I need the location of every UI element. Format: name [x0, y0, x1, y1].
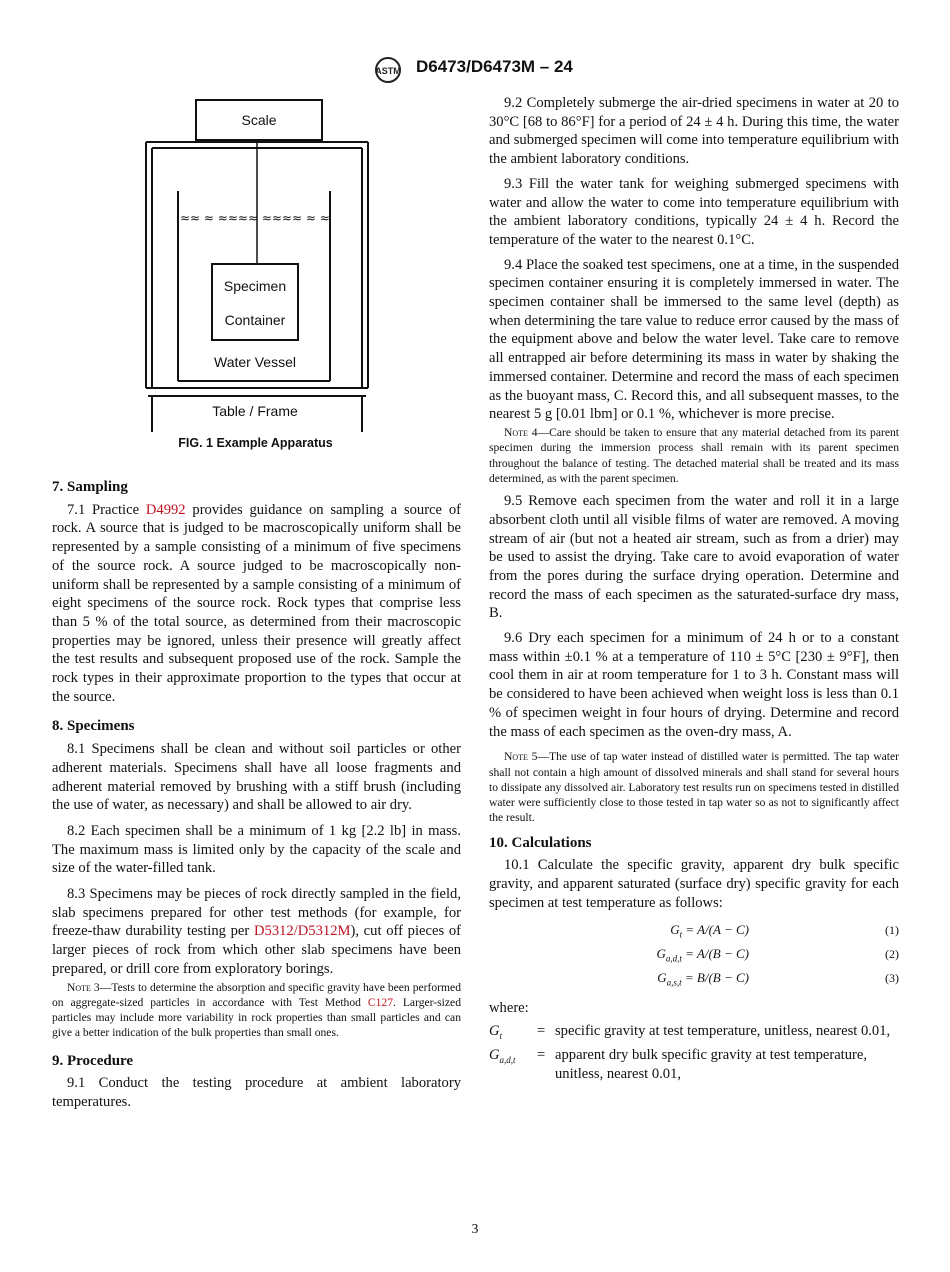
- section-7-title: 7. Sampling: [52, 479, 128, 495]
- definition-gadt: $G_{a,d,t}$ = apparent dry bulk specific gravity at test temperature, unitless, nearest 0.01,: [489, 1046, 868, 1082]
- label-scale: Scale: [241, 112, 277, 128]
- equation-3: $G_{a,s,t} = B/(B - C)$ (3): [657, 969, 899, 988]
- paragraph-9-4: 9.4 Place the soaked test specimens, one at a time, in the suspended specimen container ensuring it is completely immersed in water. The specimen container shall be immersed to the same level (depth) as when determining the tare value to reduce error caused by the mass of the equipment above and below the water level. Take care to remove all entrapped air before determining its mass in water by shaking the immersed container. Determine and record the mass of each specimen as the buoyant mass, C. Record this, and all subsequent masses, to the nearest 5 g [0.01 lbm] or 0.1 %, whichever is more precise.: [489, 256, 899, 423]
- right-column: [489, 94, 899, 1083]
- paragraph-10-1: 10.1 Calculate the specific gravity, apparent dry bulk specific gravity, and apparent saturated (surface dry) specific gravity for each specimen at test temperature as follows:: [489, 857, 899, 911]
- label-water-vessel: Water Vessel: [214, 354, 296, 370]
- section-10-title: 10. Calculations: [489, 834, 592, 851]
- paragraph-8-2: 8.2 Each specimen shall be a minimum of 1 kg [2.2 lb] in mass. The maximum mass is limited only by the capacity of the scale and size of the water-filled tank.: [52, 822, 461, 877]
- paragraph-9-2: 9.2 Completely submerge the air-dried specimens in water at 20 to 30°C [68 to 86°F] for a period of 24 ± 4 h. During this time, the water and submerged specimen will come into temperature equilibrium with the ambient laboratory conditions.: [489, 95, 899, 168]
- left-column: [52, 478, 461, 1112]
- document-id: D6473/D6473M – 24: [416, 57, 573, 76]
- label-table-frame: Table / Frame: [212, 403, 298, 419]
- apparatus-figure: [140, 96, 370, 432]
- page-number: 3: [471, 1221, 479, 1236]
- paragraph-8-3: 8.3 Specimens may be pieces of rock directly sampled in the field, slab specimens prepared for other test methods (for example, for freeze-thaw durability testing per D5312/D5312M), cut off pieces of larger pieces of rock from which other slab specimens have been prepared, or drill core from exploratory borings.: [52, 886, 461, 977]
- label-container: Container: [224, 312, 286, 328]
- paragraph-9-5: 9.5 Remove each specimen from the water and roll it in a large absorbent cloth until all visible films of water are removed. A moving stream of air (but not a heated air stream, such as from a drier) may be used to assist the drying. Take care to avoid evaporation of water from the pores during the surface drying operation. Determine and record the mass of each specimen as the saturated-surface dry mass, B.: [489, 493, 899, 622]
- equation-2: $G_{a,d,t} = A/(B - C)$ (2): [656, 945, 899, 964]
- link-d4992[interactable]: D4992: [145, 501, 186, 518]
- logo-text: ASTM: [375, 66, 401, 76]
- page-header: [0, 56, 950, 84]
- section-9-title: 9. Procedure: [52, 1052, 134, 1069]
- specimen-container-box: [212, 264, 298, 340]
- section-8-title: 8. Specimens: [52, 718, 135, 735]
- figure-caption: FIG. 1 Example Apparatus: [178, 436, 333, 450]
- water-surface: ≈≈ ≈ ≈≈≈≈ ≈≈≈≈ ≈ ≈: [180, 211, 330, 225]
- note-4: Note 4—Care should be taken to ensure that any material detached from its parent specimen during the immersion process shall remain with its parent specimen throughout the balance of testing. The detached material shall be treated and its mass determined, as with the parent specimen.: [489, 425, 900, 485]
- note-3: Note 3—Tests to determine the absorption and specific gravity have been performed on aggregate-sized particles in accordance with Test Method C127. Larger-sized particles may include more variability in rock properties than small particles and can give a better indication of the bulk properties than small ones.: [52, 980, 462, 1040]
- paragraph-8-1: 8.1 Specimens shall be clean and without soil particles or other adherent materials. Specimens shall have all loose fragments and adherent material removed by brushing with a stiff brush (including the use of water, as necessary) and shall be allowed to air dry.: [52, 741, 461, 814]
- paragraph-9-6: 9.6 Dry each specimen for a minimum of 24 h or to a constant mass within ±0.1 % at a temperature of 110 ± 5°C [230 ± 9°F], then cool them in air at room temperature for 1 to 3 h. Constant mass will be considered to have been achieved when weight loss is less than 0.1 % of specimen weight in four hours of drying. Determine and record the mass of each specimen as the oven-dry mass, A.: [489, 630, 899, 740]
- link-c127[interactable]: C127: [367, 995, 394, 1009]
- where-label: where:: [489, 999, 529, 1016]
- equations: [489, 917, 899, 989]
- link-d5312[interactable]: D5312/D5312M: [253, 923, 351, 940]
- astm-logo-icon: [372, 56, 408, 84]
- equation-1: $G_t = A/(A - C)$ (1): [670, 921, 899, 940]
- note-5: Note 5—The use of tap water instead of distilled water is permitted. The tap water shall not contain a high amount of dissolved minerals and shall stand for several hours to dissipate any dissolved air. Laboratory test results run on specimens tested in distilled water were sufficiently close to those tested in tap water so as not to significantly affect the result.: [489, 750, 899, 825]
- paragraph-9-1: 9.1 Conduct the testing procedure at ambient laboratory temperatures.: [52, 1075, 461, 1111]
- paragraph-9-3: 9.3 Fill the water tank for weighing submerged specimens with water and allow the water to come into temperature equilibrium with the ambient laboratory conditions, typically 24 ± 4 h. Record the temperature of the water to the nearest 0.1°C.: [489, 175, 899, 248]
- definition-gt: $G_t$ = specific gravity at test temperature, unitless, nearest 0.01,: [489, 1023, 891, 1042]
- paragraph-7-1: 7.1 Practice D4992 provides guidance on sampling a source of rock. A source that is judged to be macroscopically uniform shall be represented by a sample consisting of a minimum of five specimens of the source rock. A source judged to be macroscopically non-uniform shall be represented by a sample consisting of a minimum of eight specimens of the source rock. Rock types that comprise less than 5 % of the total source, as determined from their macroscopic properties may be ignored, unless their presence will greatly affect the test results and subsequent proposed use of the rock. Sample the rock types in their approximate proportion to the types that occur at the source.: [52, 501, 461, 705]
- label-specimen: Specimen: [223, 278, 287, 294]
